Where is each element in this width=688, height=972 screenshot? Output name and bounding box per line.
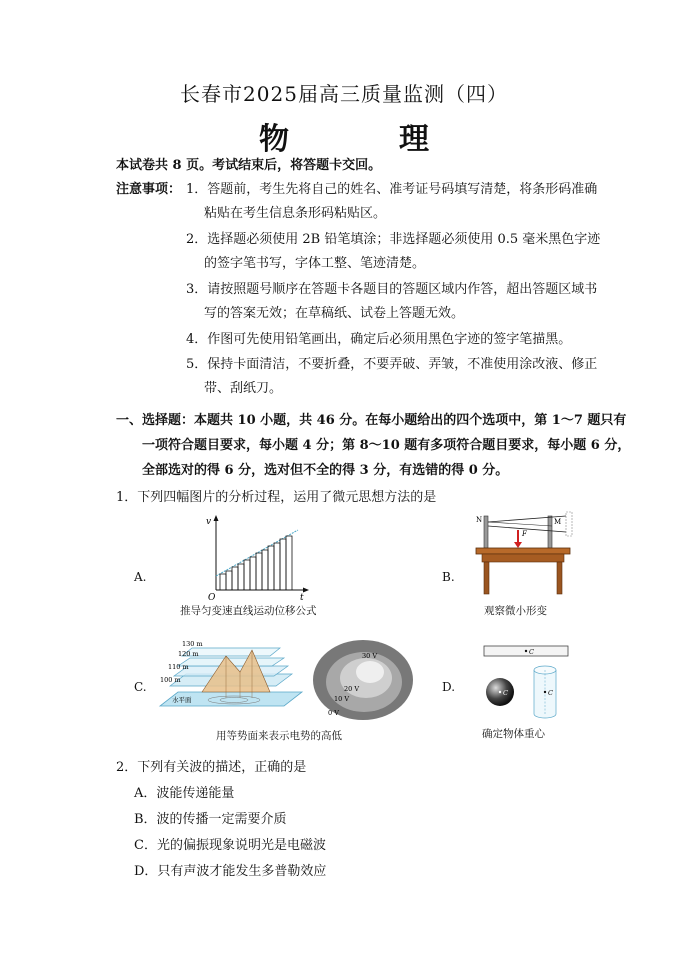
q1-option-a-caption: 推导匀变速直线运动位移公式 bbox=[180, 605, 317, 617]
q2-option-b: B．波的传播一定需要介质 bbox=[134, 812, 287, 827]
section1-line-2: 一项符合题目要求，每小题 4 分；第 8～10 题有多项符合题目要求，每小题 6 分， bbox=[142, 438, 631, 453]
q1-option-b-label: B. bbox=[442, 570, 455, 584]
notice-item-1-line-1: 1．答题前，考生先将自己的姓名、准考证号码填写清楚，将条形码准确 bbox=[186, 182, 598, 197]
bar-centroid-label: C bbox=[529, 648, 534, 656]
q1-option-a-label: A. bbox=[134, 570, 147, 584]
label-m: M bbox=[554, 518, 562, 526]
height-110: 110 m bbox=[168, 663, 189, 671]
notice-item-3-line-1: 3．请按照题号顺序在答题卡各题目的答题区域内作答，超出答题区域书 bbox=[186, 282, 598, 297]
q1-stem: 1．下列四幅图片的分析过程，运用了微元思想方法的是 bbox=[116, 490, 437, 505]
plane-label: 水平面 bbox=[172, 696, 192, 704]
subject-title: 物 理 bbox=[259, 122, 469, 157]
micro-deformation-figure bbox=[474, 506, 582, 598]
axis-t-label: t bbox=[300, 593, 304, 602]
q2-option-a: A．波能传递能量 bbox=[134, 786, 235, 801]
equipotential-figure bbox=[312, 638, 414, 722]
notice-item-2-line-2: 的签字笔书写，字体工整、笔迹清楚。 bbox=[204, 256, 426, 271]
potential-10: 10 V bbox=[334, 695, 350, 703]
height-120: 120 m bbox=[178, 650, 199, 658]
intro-line: 本试卷共 8 页。考试结束后，将答题卡交回。 bbox=[116, 158, 382, 173]
height-100: 100 m bbox=[160, 676, 181, 684]
q2-option-d: D．只有声波才能发生多普勒效应 bbox=[134, 864, 327, 879]
label-f: F bbox=[522, 530, 527, 538]
notice-item-5-line-2: 带、刮纸刀。 bbox=[204, 381, 283, 396]
notice-item-4: 4．作图可先使用铅笔画出，确定后必须用黑色字迹的签字笔描黑。 bbox=[186, 332, 572, 347]
label-n: N bbox=[476, 516, 483, 524]
q1-option-b-caption: 观察微小形变 bbox=[484, 605, 547, 617]
notice-item-5-line-1: 5．保持卡面清洁，不要折叠，不要弄破、弄皱，不准使用涂改液、修正 bbox=[186, 357, 598, 372]
section1-line-1: 一、选择题：本题共 10 小题，共 46 分。在每小题给出的四个选项中，第 1～7 题只有 bbox=[116, 413, 627, 428]
center-of-gravity-figure bbox=[482, 640, 574, 722]
contour-planes-figure bbox=[156, 636, 306, 720]
vt-graph-figure bbox=[198, 512, 310, 602]
q1-option-c-label: C. bbox=[134, 680, 147, 694]
potential-30: 30 V bbox=[362, 652, 378, 660]
q1-option-d-label: D. bbox=[442, 680, 456, 694]
notice-item-2-line-1: 2．选择题必须使用 2B 铅笔填涂；非选择题必须使用 0.5 毫米黑色字迹 bbox=[186, 232, 601, 247]
q1-option-c-caption: 用等势面来表示电势的高低 bbox=[216, 730, 342, 742]
sphere-centroid-label: C bbox=[503, 689, 508, 697]
q2-stem: 2．下列有关波的描述，正确的是 bbox=[116, 760, 307, 775]
axis-v-label: v bbox=[206, 517, 212, 527]
height-130: 130 m bbox=[182, 640, 203, 648]
notice-item-1-line-2: 粘贴在考生信息条形码粘贴区。 bbox=[204, 206, 387, 221]
origin-label: O bbox=[208, 593, 216, 602]
q1-option-d-caption: 确定物体重心 bbox=[482, 728, 545, 740]
cylinder-centroid-label: C bbox=[548, 689, 553, 697]
notice-item-3-line-2: 写的答案无效；在草稿纸、试卷上答题无效。 bbox=[204, 306, 465, 321]
section1-line-3: 全部选对的得 6 分，选对但不全的得 3 分，有选错的得 0 分。 bbox=[142, 463, 509, 478]
q2-option-c: C．光的偏振现象说明光是电磁波 bbox=[134, 838, 326, 853]
exam-title: 长春市2025届高三质量监测（四） bbox=[180, 82, 508, 106]
notice-label: 注意事项： bbox=[116, 182, 182, 197]
potential-0: 0 V bbox=[328, 709, 339, 717]
potential-20: 20 V bbox=[344, 685, 360, 693]
